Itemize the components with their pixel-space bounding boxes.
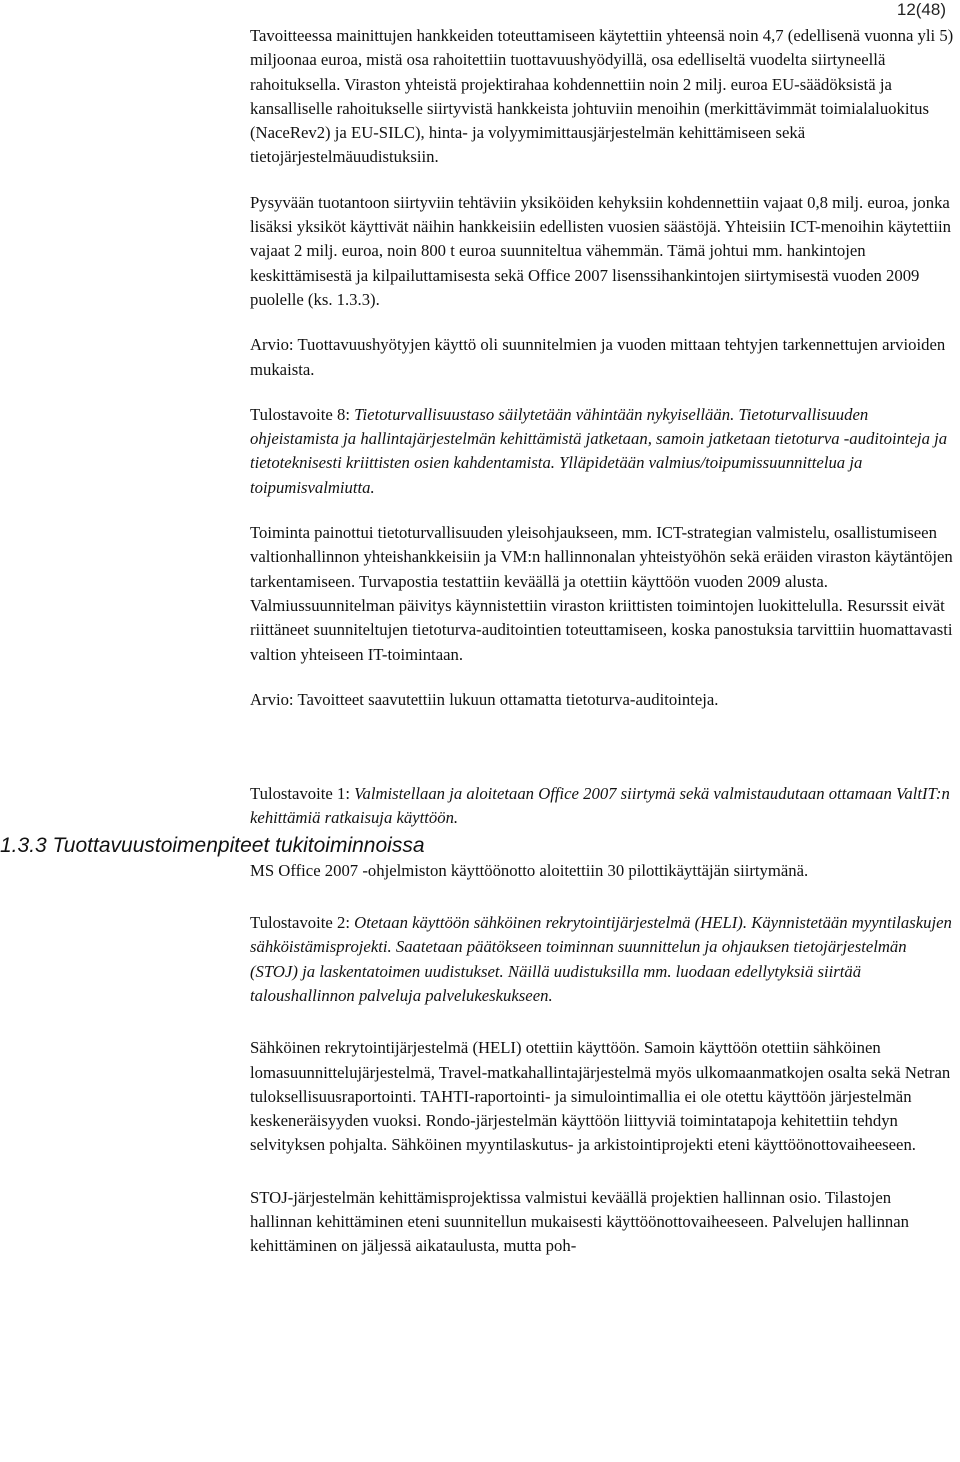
paragraph-assessment-1 [250,333,956,382]
objective-label: Tulostavoite 2: [250,913,350,933]
objective-label: Tulostavoite 8: [250,404,350,424]
assessment-label: Arvio: [250,335,294,355]
document-body [250,24,956,1259]
paragraph-permanent-production: Pysyvään tuotantoon siirtyviin tehtäviin yksiköiden kehyksiin kohdennettiin vajaat 0,8 milj. euroa, jonka lisäksi yksiköt käyttivät näihin hankkeisiin edellisten vuosien säästöjä. Yhteisiin ICT-menoihin käytettiin vajaat 2 milj. euroa, noin 800 t euroa suunniteltua vähemmän. Tämä johtui mm. hankintojen keskittämisestä ja kilpailuttamisesta sekä Office 2007 lisenssihankintojen siirtymisestä vuoden 2009 puolelle (ks. 1.3.3). [250,192,951,309]
objective-label: Tulostavoite 1: [250,784,350,804]
paragraph-objective-2 [250,911,956,1008]
paragraph-heli: Sähköinen rekrytointijärjestelmä (HELI) otettiin käyttöön. Samoin käyttöön otettiin sähköinen lomasuunnittelujärjestelmä, Travel-matkahallintajärjestelmä myös ulkomaanmatkojen osalta sekä Netran tuloksellisuusraportointi. TAHTI-raportointi- ja simulointimallia ei ole otettu käyttöön järjestelmän keskeneräisyyden vuoksi. Rondo-järjestelmän käyttöön liittyviä toimintatapoja kehitettiin tehdyn selvityksen pohjalta. Sähköinen myyntilaskutus- ja arkistointiprojekti eteni käyttöönottovaiheeseen. [250,1038,951,1155]
paragraph-office-2007: MS Office 2007 -ohjelmiston käyttöönotto aloitettiin 30 pilottikäyttäjän siirtymänä. [250,860,809,880]
assessment-text: Tuottavuushyötyjen käyttö oli suunnitelmien ja vuoden mittaan tehtyjen tarkennettujen arvioiden mukaista. [250,335,946,379]
paragraph-objective-8 [250,403,956,500]
assessment-text: Tavoitteet saavutettiin lukuun ottamatta tietoturva-auditointeja. [293,689,719,709]
paragraph-assessment-2 [250,688,956,712]
assessment-label: Arvio: [250,689,294,709]
paragraph-stoj: STOJ-järjestelmän kehittämisprojektissa valmistui keväällä projektien hallinnan osio. Tilastojen hallinnan kehittäminen eteni suunnitellun mukaisesti käyttöönottovaiheeseen. Palvelujen hallinnan kehittäminen on jäljessä aikataulusta, mutta poh- [250,1187,910,1256]
section-heading: 1.3.3 Tuottavuustoimenpiteet tukitoiminnoissa [0,834,425,857]
objective-text: Tietoturvallisuustaso säilytetään vähintään nykyisellään. Tietoturvallisuuden ohjeistamista ja hallintajärjestelmän kehittämistä jatketaan, samoin jatketaan tietoturva -auditointeja ja tietoteknisesti kriittisten osien kahdentamista. Ylläpidetään valmius/toipumissuunnittelua ja toipumisvalmiutta. [250,404,948,497]
objective-text: Valmistellaan ja aloitetaan Office 2007 siirtymä sekä valmistaudutaan ottamaan ValtIT:n kehittämiä ratkaisuja käyttöön. [250,784,950,828]
paragraph-objective-1 [250,782,956,831]
page-number: 12(48) [896,0,946,19]
objective-text: Otetaan käyttöön sähköinen rekrytointijärjestelmä (HELI). Käynnistetään myyntilaskujen sähköistämisprojekti. Saatetaan päätökseen toiminnan suunnittelun ja ohjauksen tietojärjestelmän (STOJ) ja laskentatoimen uudistukset. Näillä uudistuksilla mm. luodaan edellytyksiä siirtää taloushallinnon palveluja palvelukeskukseen. [250,913,952,1005]
paragraph-security-activities: Toiminta painottui tietoturvallisuuden yleisohjaukseen, mm. ICT-strategian valmistelu, osallistumiseen valtionhallinnon yhteishankkeisiin ja VM:n hallinnonalan yhteistyöhön sekä eräiden viraston käytäntöjen tarkentamiseen. Turvapostia testattiin keväällä ja otettiin käyttöön vuoden 2009 alusta. Valmiussuunnitelman päivitys käynnistettiin viraston kriittisten toimintojen luokittelulla. Resurssit eivät riittäneet suunniteltujen tietoturva-auditointien toteuttamiseen, koska panostuksia tarvittiin huomattavasti valtion yhteiseen IT-toimintaan. [250,523,953,664]
paragraph-funding: Tavoitteessa mainittujen hankkeiden toteuttamiseen käytettiin yhteensä noin 4,7 (edellisenä vuonna yli 5) miljoonaa euroa, mistä osa rahoitettiin tuottavuushyödyillä, osa edelliseltä vuodelta siirtyneellä rahoituksella. Viraston yhteistä projektirahaa kohdennettiin noin 2 milj. euroa EU-säädöksistä ja kansalliselle rahoitukselle siirtyvistä hankkeista johtuviin menoihin (merkittävimmät toimialaluokitus (NaceRev2) ja EU-SILC), hinta- ja volyymimittausjärjestelmän kehittämiseen sekä tietojärjestelmäuudistuksiin. [250,26,954,167]
